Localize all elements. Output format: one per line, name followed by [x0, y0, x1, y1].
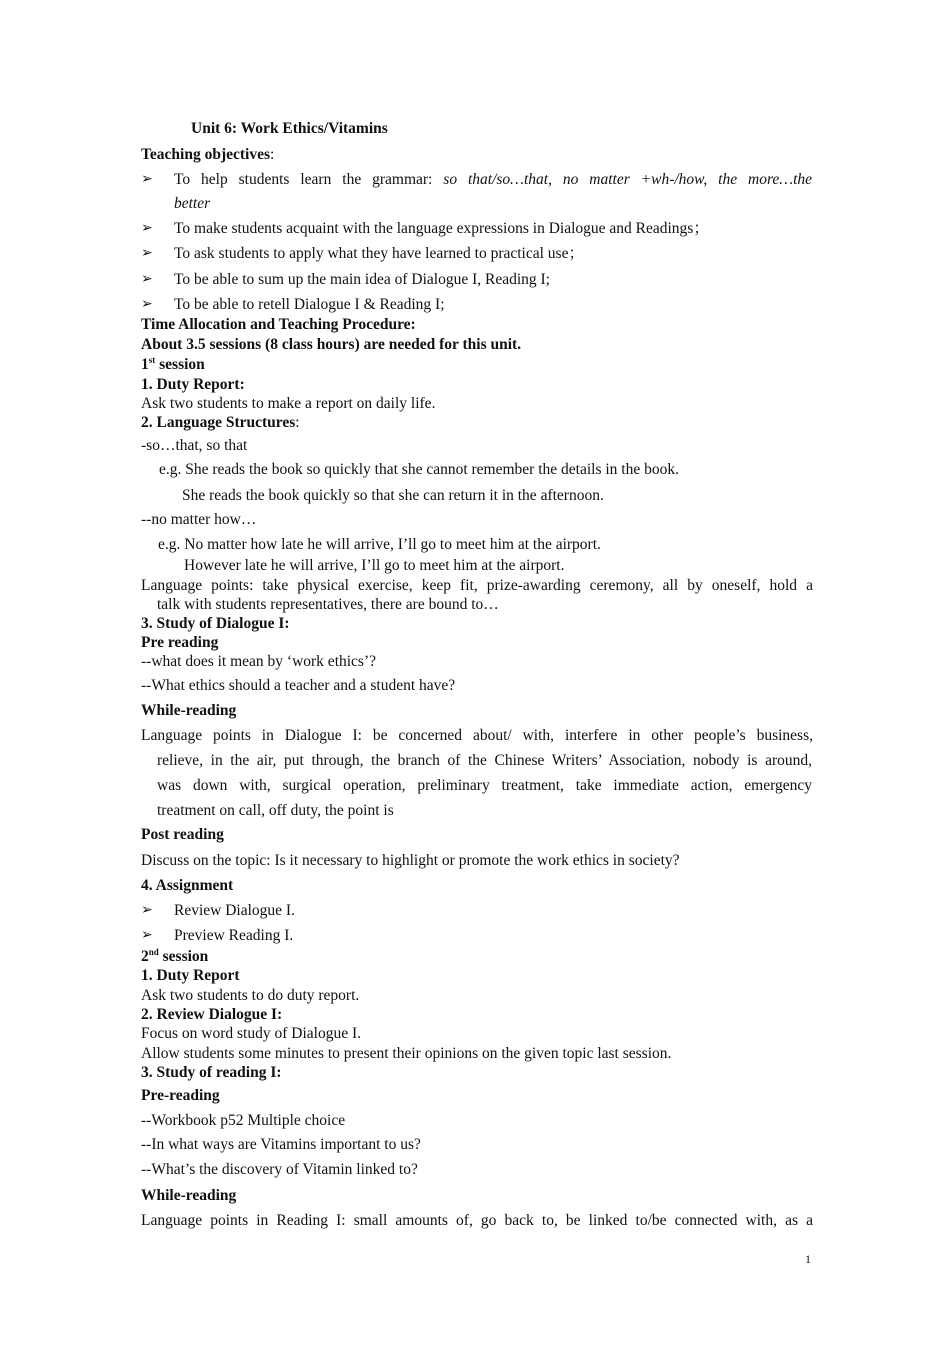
review-dialogue-heading: 2. Review Dialogue I:	[141, 1006, 283, 1023]
objective-item: To ask students to apply what they have learned to practical use；	[174, 245, 584, 262]
post-reading-text: Discuss on the topic: Is it necessary to highlight or promote the work ethics in society?	[141, 852, 680, 869]
objective-item: To be able to retell Dialogue I & Reading I;	[174, 296, 445, 313]
while-reading-text: was down with, surgical operation, preliminary treatment, take immediate action, emergency	[157, 777, 812, 794]
language-points-continued: talk with students representatives, there are bound to…	[157, 596, 499, 613]
bullet-icon: ➢	[141, 272, 153, 287]
while-reading-text: Language points in Reading I: small amounts of, go back to, be linked to/be connected with, as a	[141, 1212, 813, 1229]
structure-so-that: -so…that, so that	[141, 437, 248, 454]
bullet-icon: ➢	[141, 297, 153, 312]
duty-report-heading: 1. Duty Report	[141, 967, 240, 984]
teaching-objectives-heading: Teaching objectives:	[141, 146, 275, 163]
bullet-icon: ➢	[141, 221, 153, 236]
pre-reading-question: --what does it mean by ‘work ethics’?	[141, 653, 377, 670]
pre-reading-question: --What’s the discovery of Vitamin linked to?	[141, 1161, 418, 1178]
unit-title: Unit 6: Work Ethics/Vitamins	[191, 120, 388, 137]
bullet-icon: ➢	[141, 903, 153, 918]
while-reading-text: treatment on call, off duty, the point is	[157, 802, 394, 819]
time-allocation-heading: Time Allocation and Teaching Procedure:	[141, 316, 416, 333]
while-reading-text: relieve, in the air, put through, the branch of the Chinese Writers’ Association, nobody is around,	[157, 752, 812, 769]
review-text: Focus on word study of Dialogue I.	[141, 1025, 361, 1042]
pre-reading-heading: Pre-reading	[141, 1087, 220, 1104]
pre-reading-question: --What ethics should a teacher and a student have?	[141, 677, 456, 694]
pre-reading-question: --In what ways are Vitamins important to us?	[141, 1136, 421, 1153]
example-sentence: However late he will arrive, I’ll go to meet him at the airport.	[184, 557, 565, 574]
review-text: Allow students some minutes to present their opinions on the given topic last session.	[141, 1045, 672, 1062]
duty-report-text: Ask two students to make a report on daily life.	[141, 395, 436, 412]
page-number: 1	[805, 1252, 811, 1266]
bullet-icon: ➢	[141, 928, 153, 943]
session-2-heading: 2nd session	[141, 946, 209, 965]
sessions-needed: About 3.5 sessions (8 class hours) are needed for this unit.	[141, 336, 522, 353]
duty-report-text: Ask two students to do duty report.	[141, 987, 360, 1004]
bullet-icon: ➢	[141, 172, 153, 187]
objective-item: To make students acquaint with the language expressions in Dialogue and Readings；	[174, 220, 709, 237]
example-sentence: e.g. No matter how late he will arrive, I’ll go to meet him at the airport.	[158, 536, 601, 553]
post-reading-heading: Post reading	[141, 826, 224, 843]
study-reading-heading: 3. Study of reading I:	[141, 1064, 282, 1081]
study-dialogue-heading: 3. Study of Dialogue I:	[141, 615, 290, 632]
structure-no-matter: --no matter how…	[141, 511, 257, 528]
assignment-item: Review Dialogue I.	[174, 902, 295, 919]
objective-item: To help students learn the grammar: so that/so…that, no matter +wh-/how, the more…the	[174, 171, 812, 188]
example-sentence: She reads the book quickly so that she can return it in the afternoon.	[182, 487, 604, 504]
bullet-icon: ➢	[141, 246, 153, 261]
language-points: Language points: take physical exercise, keep fit, prize-awarding ceremony, all by oneself, hold a	[141, 577, 813, 594]
pre-reading-heading: Pre reading	[141, 634, 219, 651]
while-reading-heading: While-reading	[141, 702, 237, 719]
objective-item: To be able to sum up the main idea of Dialogue I, Reading I;	[174, 271, 550, 288]
while-reading-text: Language points in Dialogue I: be concerned about/ with, interfere in other people’s business,	[141, 727, 813, 744]
language-structures-heading: 2. Language Structures:	[141, 414, 300, 431]
objective-item-continued: better	[174, 195, 211, 212]
session-1-heading: 1st session	[141, 354, 205, 373]
duty-report-heading: 1. Duty Report:	[141, 376, 245, 393]
assignment-heading: 4. Assignment	[141, 877, 234, 894]
pre-reading-question: --Workbook p52 Multiple choice	[141, 1112, 346, 1129]
while-reading-heading: While-reading	[141, 1187, 237, 1204]
assignment-item: Preview Reading I.	[174, 927, 294, 944]
example-sentence: e.g. She reads the book so quickly that she cannot remember the details in the book.	[159, 461, 679, 478]
